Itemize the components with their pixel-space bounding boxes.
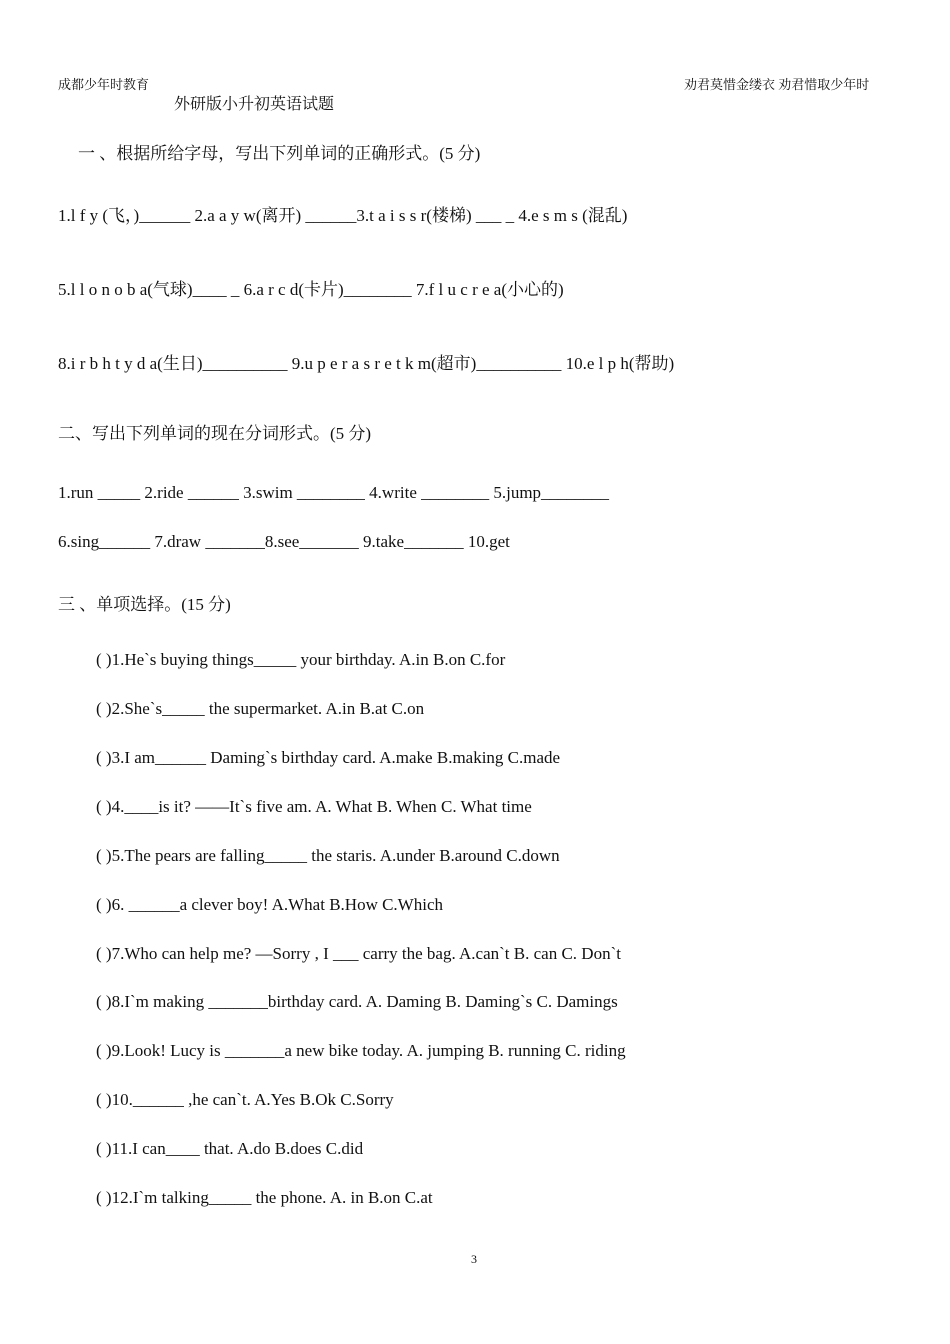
page-number: 3 xyxy=(471,1252,477,1266)
question-item: ( )2.She`s_____ the supermarket. A.in B.at C.on xyxy=(96,699,425,718)
question-item: ( )10.______ ,he can`t. A.Yes B.Ok C.Sorry xyxy=(96,1090,394,1109)
section-3-heading: 三 、单项选择。(15 分) xyxy=(58,595,231,614)
section-1-line: 1.l f y (飞，)______ 2.a a y w(离开) ______3.t a i s s r(楼梯) ___ _ 4.e s m s (混乱) xyxy=(58,206,628,225)
section-2-heading: 二、写出下列单词的现在分词形式。(5 分) xyxy=(58,424,372,443)
question-item: ( )12.I`m talking_____ the phone. A. in B.on C.at xyxy=(96,1188,433,1207)
section-1-heading: 一 、根据所给字母，写出下列单词的正确形式。(5 分) xyxy=(78,144,481,163)
question-item: ( )9.Look! Lucy is _______a new bike today. A. jumping B. running C. riding xyxy=(96,1041,626,1060)
question-item: ( )3.I am______ Daming`s birthday card. A.make B.making C.made xyxy=(96,748,561,767)
question-item: ( )1.He`s buying things_____ your birthday. A.in B.on C.for xyxy=(96,650,506,669)
header-left: 成都少年时教育 xyxy=(58,77,150,92)
question-item: ( )11.I can____ that. A.do B.does C.did xyxy=(96,1139,364,1158)
section-1-line: 8.i r b h t y d a(生日)__________ 9.u p e r a s r e t k m(超市)__________ 10.e l p h(帮助) xyxy=(58,354,675,373)
question-item: ( )4.____is it? ——It`s five am. A. What B. When C. What time xyxy=(96,797,532,816)
header-right: 劝君莫惜金缕衣 劝君惜取少年时 xyxy=(684,77,870,92)
question-item: ( )7.Who can help me? —Sorry , I ___ carry the bag. A.can`t B. can C. Don`t xyxy=(96,944,621,963)
question-item: ( )6. ______a clever boy! A.What B.How C.Which xyxy=(96,895,443,914)
section-2-line: 1.run _____ 2.ride ______ 3.swim ________ 4.write ________ 5.jump________ xyxy=(58,483,610,502)
question-item: ( )8.I`m making _______birthday card. A. Daming B. Daming`s C. Damings xyxy=(96,992,618,1011)
section-1-line: 5.l l o n o b a(气球)____ _ 6.a r c d(卡片)________ 7.f l u c r e a(小心的) xyxy=(58,280,564,299)
page-title: 外研版小升初英语试题 xyxy=(174,96,335,113)
question-item: ( )5.The pears are falling_____ the staris. A.under B.around C.down xyxy=(96,846,560,865)
section-2-line: 6.sing______ 7.draw _______8.see_______ 9.take_______ 10.get xyxy=(58,532,510,551)
